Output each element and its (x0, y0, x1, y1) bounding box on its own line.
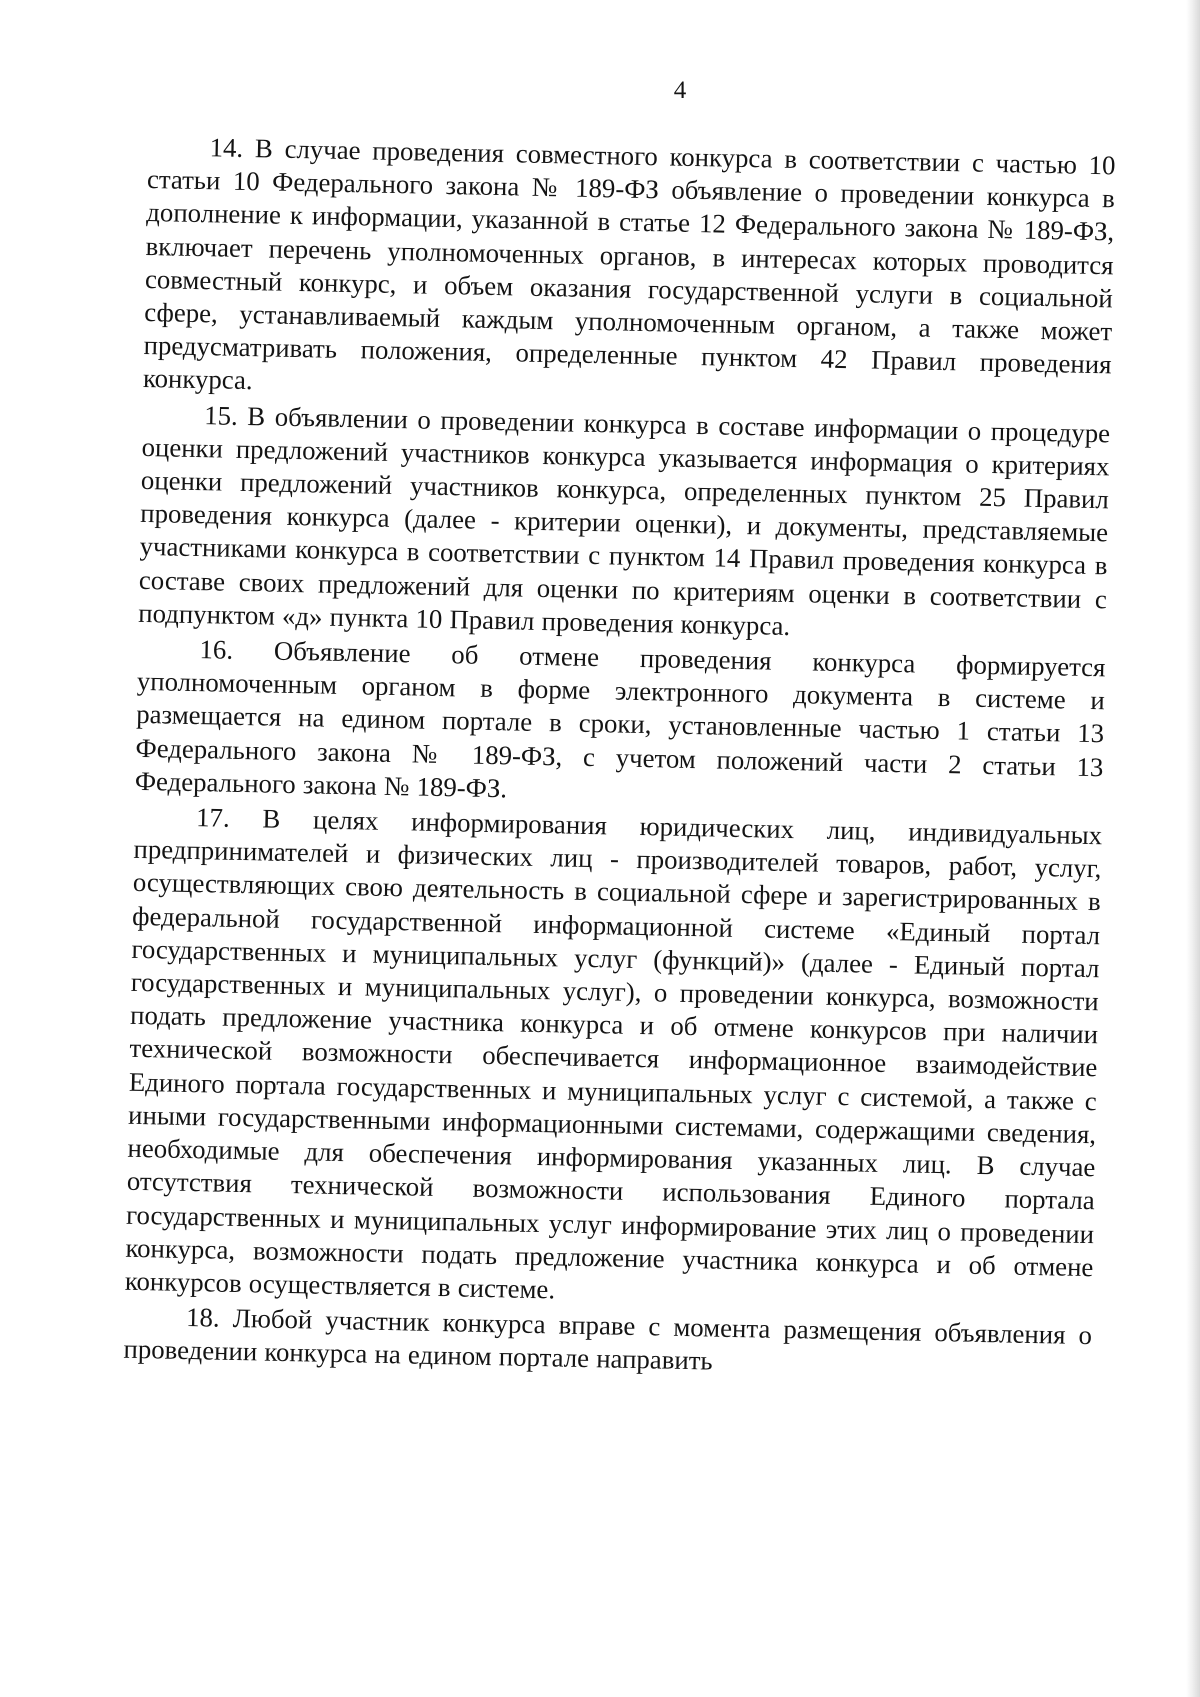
paragraph-17: 17. В целях информирования юридических лиц, индивидуальных предпринимателей и физических лиц - производителей товаров, работ, услуг, осуществляющих свою деятельность в социальной сфере и зарегистрированных в федеральной государственной информационной системе «Единый портал государственных и муниципальных услуг (функций)» (далее - Единый портал государственных и муниципальных услуг), о проведении конкурса, возможности подать предложение участника конкурса и об отмене конкурсов при наличии технической возможности обеспечивается информационное взаимодействие Единого портала государственных и муниципальных услуг с системой, а также с иными государственными информационными системами, содержащими сведения, необходимые для обеспечения информирования указанных лиц. В случае отсутствия технической возможности использования Единого портала государственных и муниципальных услуг информирование этих лиц о проведении конкурса, возможности подать предложение участника конкурса и об отмене конкурсов осуществляется в системе. (124, 802, 1103, 1305)
paragraph-15: 15. В объявлении о проведении конкурса в составе информации о процедуре оценки предложений участников конкурса указывается информация о критериях оценки предложений участников конкурса, определенных пунктом 25 Правил проведения конкурса (далее - критерии оценки), и документы, представляемые участниками конкурса в соответствии с пунктом 14 Правил проведения конкурса в составе своих предложений для оценки по критериям оценки в соответствии с подпунктом «д» пункта 10 Правил проведения конкурса. (138, 399, 1111, 641)
document-body (123, 130, 1116, 1388)
paragraph-14: 14. В случае проведения совместного конкурса в соответствии с частью 10 статьи 10 Федерального закона № 189-ФЗ объявление о проведении конкурса в дополнение к информации, указанной в статье 12 Федерального закона № 189-ФЗ, включает перечень уполномоченных органов, в интересах которых проводится совместный конкурс, и объем оказания государственной услуги в социальной сфере, устанавливаемый каждым уполномоченным органом, а также может предусматривать положения, определенные пунктом 42 Правил проведения конкурса. (142, 132, 1116, 396)
paragraph-18: 18. Любой участник конкурса вправе с момента размещения объявления о проведении конкурса на едином портале направить (123, 1302, 1093, 1376)
scan-edge-shadow (1186, 0, 1200, 1697)
page-number: 4 (673, 77, 687, 104)
paragraph-16: 16. Объявление об отмене проведения конкурса формируется уполномоченным органом в форме электронного документа в системе и размещается на едином портале в сроки, установленные частью 1 статьи 13 Федерального закона № 189-ФЗ, с учетом положений части 2 статьи 13 Федерального закона № 189-ФЗ. (134, 634, 1106, 804)
